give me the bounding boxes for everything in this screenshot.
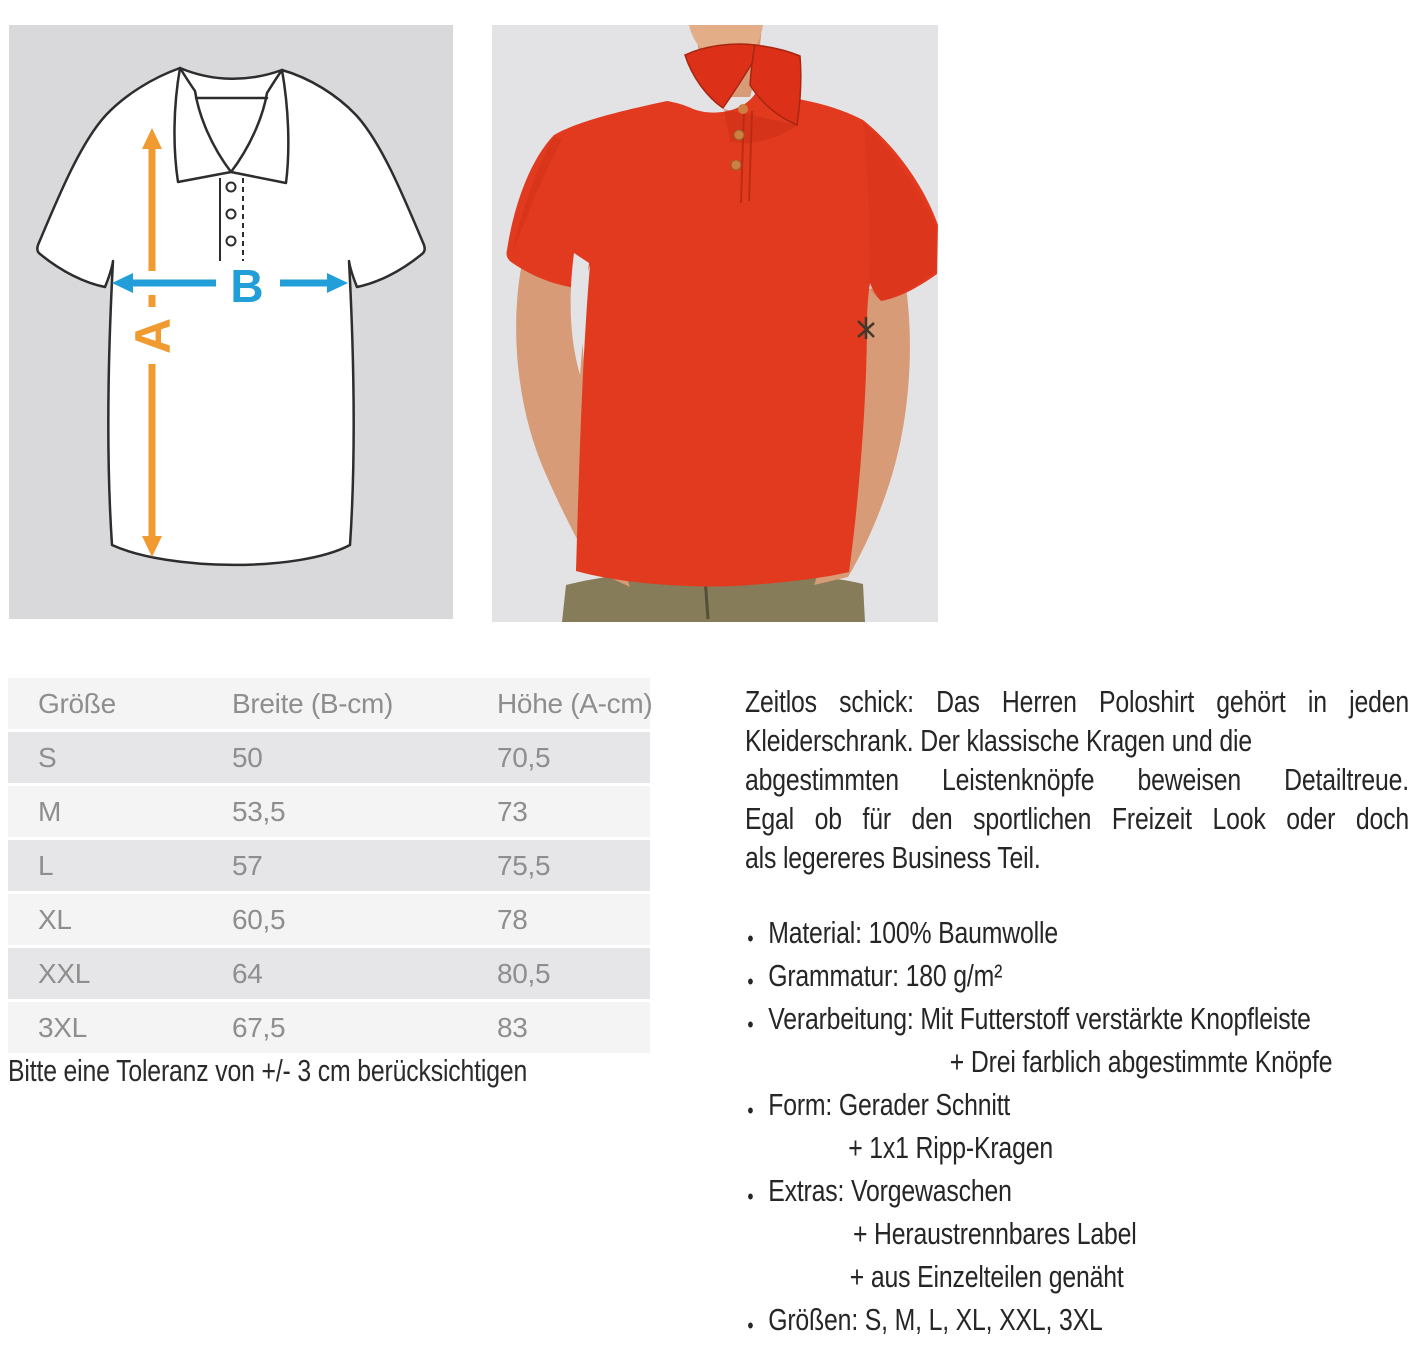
column-header-height: Höhe (A-cm) xyxy=(497,687,653,719)
photo-button xyxy=(731,160,741,170)
list-item xyxy=(745,1126,1409,1169)
table-row xyxy=(8,894,650,948)
cell-size: XL xyxy=(38,903,72,935)
list-item-text: Material: 100% Baumwolle xyxy=(768,915,1058,950)
cell-size: M xyxy=(38,795,62,827)
label-b: B xyxy=(230,260,264,312)
list-item-text: + Heraustrennbares Label xyxy=(853,1216,1137,1251)
description-intro-line: abgestimmten Leistenknöpfe beweisen Detailtreue. xyxy=(745,762,1409,797)
list-item xyxy=(745,1040,1409,1083)
cell-width: 50 xyxy=(232,741,263,773)
description-intro-line: Kleiderschrank. Der klassische Kragen und die xyxy=(745,723,1252,758)
cell-width: 53,5 xyxy=(232,795,286,827)
description-intro-line: als legereres Business Teil. xyxy=(745,840,1041,875)
label-a: A xyxy=(125,317,181,355)
bullet-icon: • xyxy=(747,1313,754,1338)
list-item xyxy=(745,1255,1409,1298)
cell-width: 64 xyxy=(232,957,263,989)
size-table xyxy=(8,678,653,1056)
list-item xyxy=(745,1169,1409,1212)
list-item xyxy=(745,911,1409,954)
cell-height: 73 xyxy=(497,795,528,827)
list-item xyxy=(745,997,1409,1040)
list-item-text: Verarbeitung: Mit Futterstoff verstärkte Knopfleiste xyxy=(768,1001,1311,1036)
column-header-width: Breite (B-cm) xyxy=(232,687,393,719)
list-item-text: Grammatur: 180 g/m² xyxy=(768,958,1003,993)
table-row xyxy=(8,840,650,894)
button-icon xyxy=(227,183,236,192)
table-header-row xyxy=(8,678,653,732)
description-bullet-list xyxy=(745,911,1409,1341)
list-item xyxy=(745,1212,1409,1255)
cell-height: 80,5 xyxy=(497,957,551,989)
list-item xyxy=(745,954,1409,997)
cell-size: 3XL xyxy=(38,1011,87,1043)
photo-button xyxy=(738,104,748,114)
table-row xyxy=(8,948,650,1002)
list-item xyxy=(745,1083,1409,1126)
polo-outline xyxy=(37,68,424,565)
cell-width: 60,5 xyxy=(232,903,286,935)
size-diagram-panel xyxy=(9,25,453,619)
tolerance-note: Bitte eine Toleranz von +/- 3 cm berücksichtigen xyxy=(8,1053,528,1088)
bullet-icon: • xyxy=(747,1012,754,1037)
list-item-text: Extras: Vorgewaschen xyxy=(768,1173,1012,1208)
list-item-text: + aus Einzelteilen genäht xyxy=(849,1259,1124,1294)
product-photo-panel xyxy=(492,25,938,622)
list-item-text: Form: Gerader Schnitt xyxy=(768,1087,1011,1122)
list-item-text: + 1x1 Ripp-Kragen xyxy=(848,1130,1053,1165)
column-header-size: Größe xyxy=(38,687,116,719)
polo-measurement-diagram xyxy=(9,25,453,619)
description-intro xyxy=(745,682,1409,877)
description-intro-line: Egal ob für den sportlichen Freizeit Look oder doch xyxy=(745,801,1409,836)
table-row xyxy=(8,1002,650,1056)
cell-height: 70,5 xyxy=(497,741,551,773)
table-row xyxy=(8,786,650,840)
cell-height: 78 xyxy=(497,903,528,935)
cell-width: 67,5 xyxy=(232,1011,286,1043)
cell-width: 57 xyxy=(232,849,263,881)
button-icon xyxy=(227,210,236,219)
cell-size: L xyxy=(38,849,54,881)
bullet-icon: • xyxy=(747,926,754,951)
spacer xyxy=(745,877,1409,911)
bullet-icon: • xyxy=(747,1184,754,1209)
table-row xyxy=(8,732,650,786)
list-item-text: Größen: S, M, L, XL, XXL, 3XL xyxy=(768,1302,1103,1337)
bullet-icon: • xyxy=(747,969,754,994)
list-item xyxy=(745,1298,1409,1341)
cell-size: S xyxy=(38,741,57,773)
cell-height: 83 xyxy=(497,1011,528,1043)
product-description xyxy=(745,682,1409,1341)
description-intro-line: Zeitlos schick: Das Herren Poloshirt gehört in jeden xyxy=(745,684,1409,719)
shirt-shadow-right xyxy=(863,122,936,300)
photo-collar-left xyxy=(685,44,755,108)
list-item-text: + Drei farblich abgestimmte Knöpfe xyxy=(949,1044,1333,1079)
bullet-icon: • xyxy=(747,1098,754,1123)
button-icon xyxy=(227,237,236,246)
photo-button xyxy=(734,130,744,140)
cell-height: 75,5 xyxy=(497,849,551,881)
cell-size: XXL xyxy=(38,957,91,989)
model-red-polo-photo xyxy=(492,25,938,622)
